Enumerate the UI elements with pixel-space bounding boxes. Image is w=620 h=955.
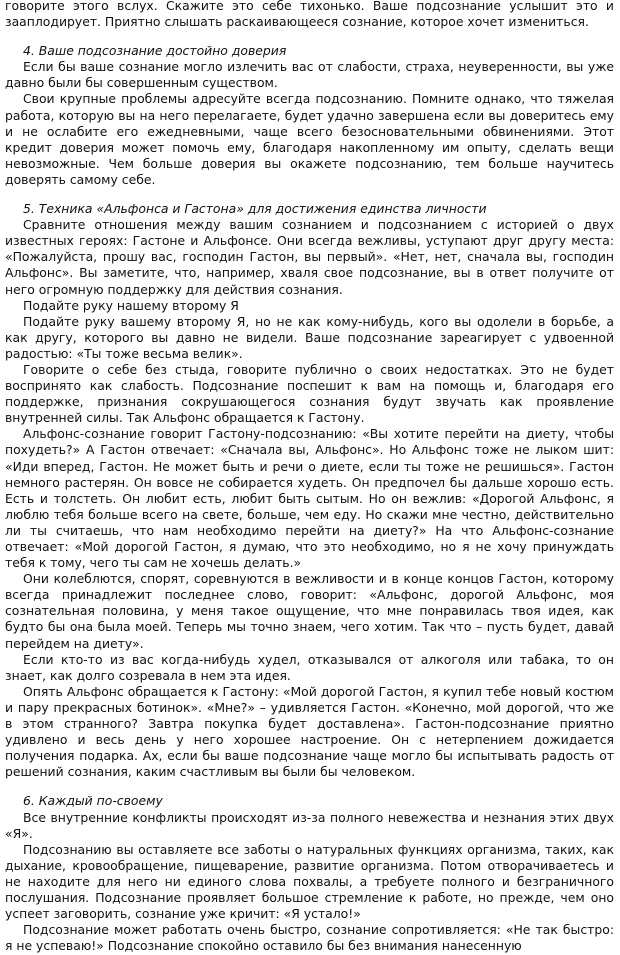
section-4-paragraph-1: Если бы ваше сознание могло излечить вас от слабости, страха, неуверенности, вы уже давно были бы совершенным существом.: [5, 59, 614, 91]
section-5-paragraph-4: Альфонс-сознание говорит Гастону-подсознанию: «Вы хотите перейти на диету, чтобы похудеть?» А Гастон отвечает: «Сначала вы, Альфонс». Но Альфонс тоже не лыком шит: «Иди вперед, Гастон. Не может быть и речи о диете, если ты тоже не решишься». Гастон немного растерян. Он вовсе не собирается худеть. Он предпочел бы дальше хорошо есть. Есть и толстеть. Он любит есть, любит быть сытым. Но он вежлив: «Дорогой Альфонс, я люблю тебя больше всего на свете, больше, чем еду. Но скажи мне честно, действительно ли ты считаешь, что нам необходимо перейти на диету?» На что Альфонс-сознание отвечает: «Мой дорогой Гастон, я думаю, что это необходимо, но я не хочу принуждать тебя к тому, чего ты сам не хочешь делать.»: [5, 426, 614, 571]
paragraph-top: говорите этого вслух. Скажите это себе тихонько. Ваше подсознание услышит это и зааплодирует. Приятно слышать раскаивающееся сознание, которое хочет измениться.: [5, 0, 614, 30]
section-6-paragraph-1: Все внутренние конфликты происходят из-за полного невежества и незнания этих двух «Я».: [5, 809, 614, 841]
section-5-paragraph-2: Подайте руку вашему второму Я, но не как кому-нибудь, кого вы одолели в борьбе, а как другу, которого вы давно не видели. Ваше подсознание зареагирует с удвоенной радостью: «Ты тоже весьма велик».: [5, 313, 614, 361]
section-5-paragraph-3: Говорите о себе без стыда, говорите публично о своих недостатках. Это не будет воспринято как слабость. Подсознание поспешит к вам на помощь и, благодаря его поддержке, признания сокрушающегося сознания будут звучать как проявление внутренней силы. Так Альфонс обращается к Гастону.: [5, 361, 614, 426]
section-5-paragraph-6: Если кто-то из вас когда-нибудь худел, отказывался от алкоголя или табака, то он знает, как долго созревала в нем эта идея.: [5, 651, 614, 683]
section-4-paragraph-2: Свои крупные проблемы адресуйте всегда подсознанию. Помните однако, что тяжелая работа, которую вы на него перелагаете, будет удачно завершена если вы доверитесь ему и не ослабите его ежедневными, чаще всего безосновательными обвинениями. Этот кредит доверия может помочь ему, благодаря накопленному им опыту, сделать вещи невозможные. Чем больше доверия вы окажете подсознанию, тем больше научитесь доверять самому себе.: [5, 91, 614, 187]
section-5-paragraph-5: Они колеблются, спорят, соревнуются в вежливости и в конце концов Гастон, которому всегда принадлежит последнее слово, говорит: «Альфонс, дорогой Альфонс, моя сознательная половина, у меня такое ощущение, что мне понравилась твоя идея, как будто бы она была моей. Теперь мы точно знаем, чего хотим. Так что – пусть будет, давай перейдем на диету».: [5, 571, 614, 651]
section-6-paragraph-3: Подсознание может работать очень быстро, сознание сопротивляется: «Не так быстро: я не успеваю!» Подсознание спокойно оставило бы без внимания нанесенную: [5, 922, 614, 954]
section-6-heading: 6. Каждый по-своему: [23, 793, 163, 809]
section-5-paragraph-7: Опять Альфонс обращается к Гастону: «Мой дорогой Гастон, я купил тебе новый костюм и пару прекрасных ботинок». «Мне?» – удивляется Гастон. «Конечно, мой дорогой, что же в этом странного? Завтра покупка будет доставлена». Гастон-подсознание приятно удивлено и весь день у него хорошее настроение. Он с нетерпением дожидается получения подарка. Ах, если бы ваше подсознание чаще могло бы испытывать радость от решений сознания, каким счастливым вы были бы человеком.: [5, 683, 614, 780]
section-4-heading: 4. Ваше подсознание достойно доверия: [23, 43, 287, 59]
section-5-subheading: Подайте руку нашему второму Я: [23, 297, 239, 313]
section-5-paragraph-1: Сравните отношения между вашим сознанием и подсознанием с историей о двух известных героях: Гастоне и Альфонсе. Они всегда вежливы, уступают друг другу места: «Пожалуйста, прошу вас, господин Гастон, вы первый». «Нет, нет, сначала вы, господин Альфонс». Вы заметите, что, например, хваля свое подсознание, вы в ответ получите от него огромную поддержку для действия сознания.: [5, 217, 614, 297]
section-6-paragraph-2: Подсознанию вы оставляете все заботы о натуральных функциях организма, таких, как дыхание, кровообращение, пищеварение, развитие организма. Потом отворачиваетесь и не находите для него ни единого слова похвалы, а требуете полного и безграничного послушания. Подсознание проявляет большое стремление к работе, но прежде, чем оно успеет заговорить, сознание уже кричит: «Я устало!»: [5, 841, 614, 922]
section-5-heading: 5. Техника «Альфонса и Гастона» для достижения единства личности: [23, 201, 487, 217]
